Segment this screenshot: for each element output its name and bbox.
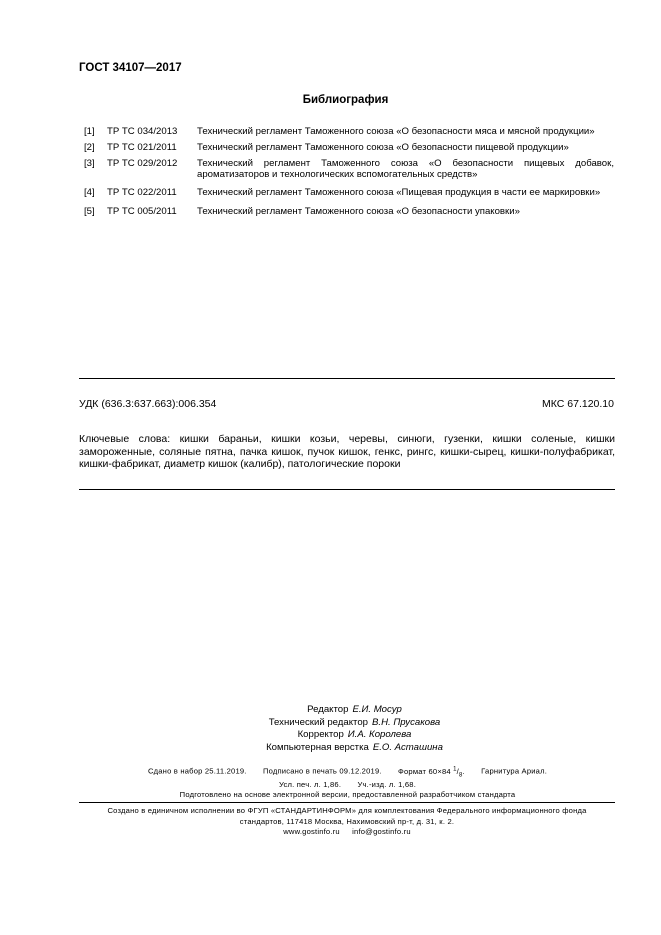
- footer-contacts: [79, 827, 615, 838]
- entry-number: [5]: [84, 206, 95, 217]
- print-line-2: [34, 780, 661, 790]
- print-sheets: Усл. печ. л. 1,86.: [278, 780, 342, 790]
- print-line-1: [34, 764, 661, 780]
- entry-text: Технический регламент Таможенного союза «О безопасности мяса и мясной продукции»: [197, 126, 595, 137]
- entry-number: [2]: [84, 142, 95, 153]
- mks-code: МКС 67.120.10: [542, 398, 614, 410]
- signed-date: Подписано в печать 09.12.2019.: [262, 766, 382, 776]
- credit-role: Корректор: [297, 729, 344, 741]
- credit-role: Редактор: [307, 704, 349, 715]
- entry-code: ТР ТС 029/2012: [107, 158, 178, 169]
- typeset-date: Сдано в набор 25.11.2019.: [147, 766, 247, 776]
- entry-text: Технический регламент Таможенного союза «О безопасности упаковки»: [197, 206, 520, 217]
- typeface: Гарнитура Ариал.: [481, 766, 548, 776]
- credits: [0, 704, 661, 754]
- email-link[interactable]: info@gostinfo.ru: [352, 827, 411, 837]
- website-link[interactable]: www.gostinfo.ru: [283, 827, 340, 837]
- entry-number: [1]: [84, 126, 95, 137]
- credit-name: Е.О. Асташина: [372, 741, 443, 753]
- entry-text: Технический регламент Таможенного союза «О безопасности пищевой продукции»: [197, 142, 569, 153]
- keywords: Ключевые слова: кишки бараньи, кишки козьи, черевы, синюги, гузенки, кишки соленые, кишки замороженные, соляные пятна, пачка кишок, пучок кишок, генкс, рингс, кишки-сырец, кишки-полуфабрикат, кишки-фабрикат, диаметр кишок (калибр), патологические пороки: [79, 433, 615, 470]
- entry-number: [3]: [84, 158, 95, 169]
- udk-code: УДК (636.3:637.663):006.354: [79, 398, 217, 410]
- entry-number: [4]: [84, 187, 95, 198]
- footer-line-1: Создано в единичном исполнении во ФГУП «СТАНДАРТИНФОРМ» для комплектования Федерального информационного фонда: [107, 806, 587, 815]
- print-source: Подготовлено на основе электронной версии, предоставленной разработчиком стандарта: [179, 790, 516, 800]
- credit-line: [48, 729, 661, 742]
- print-info: [0, 764, 661, 801]
- document-code: ГОСТ 34107—2017: [79, 62, 182, 74]
- credit-line: [48, 742, 661, 755]
- credit-line: [48, 717, 661, 730]
- credit-name: И.А. Королева: [347, 729, 412, 741]
- divider-bottom: [79, 489, 615, 490]
- footer-line-2: стандартов, 117418 Москва, Нахимовский пр-т, д. 31, к. 2.: [239, 816, 455, 826]
- credit-role: Технический редактор: [268, 716, 369, 728]
- format: Формат 60×84 $^1/_8$.: [398, 766, 465, 779]
- credit-name: В.Н. Прусакова: [372, 716, 441, 728]
- credit-line: [48, 704, 661, 717]
- entry-code: ТР ТС 034/2013: [107, 126, 178, 137]
- bibliography-title: Библиография: [302, 94, 389, 106]
- divider-footer: [79, 802, 615, 803]
- credit-role: Компьютерная верстка: [266, 741, 369, 753]
- footer: [79, 806, 615, 838]
- credit-name: Е.И. Мосур: [352, 704, 402, 715]
- entry-code: ТР ТС 005/2011: [107, 206, 177, 217]
- entry-text: Технический регламент Таможенного союза «О безопасности пищевых добавок, ароматизаторов и технологических вспомогательных средств»: [197, 158, 614, 180]
- entry-text: Технический регламент Таможенного союза «Пищевая продукция в части ее маркировки»: [197, 187, 601, 198]
- pub-sheets: Уч.-изд. л. 1,68.: [357, 780, 417, 790]
- entry-code: ТР ТС 022/2011: [107, 187, 177, 198]
- divider-top: [79, 378, 615, 379]
- entry-code: ТР ТС 021/2011: [107, 142, 177, 153]
